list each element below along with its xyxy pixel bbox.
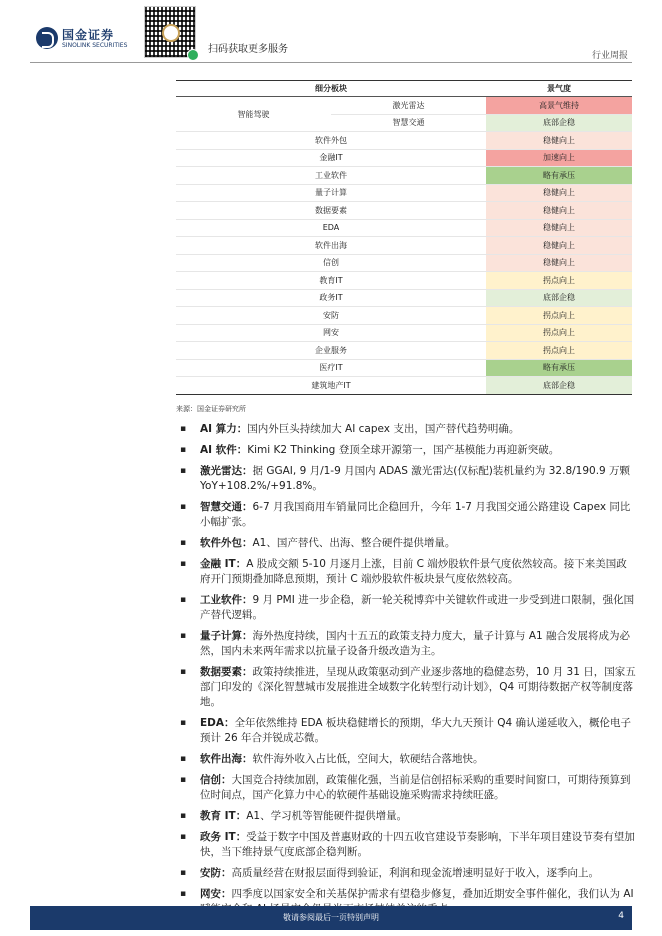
bullet-key: 智慧交通： bbox=[200, 501, 253, 513]
page-number: 4 bbox=[618, 911, 624, 921]
scan-hint: 扫码获取更多服务 bbox=[208, 44, 288, 55]
bullet-key: EDA： bbox=[200, 717, 235, 729]
bullet-item bbox=[176, 500, 636, 530]
sentiment-cell: 拐点向上 bbox=[486, 272, 632, 290]
table-row bbox=[176, 377, 632, 395]
sentiment-cell: 稳健向上 bbox=[486, 254, 632, 272]
table-row bbox=[176, 289, 632, 307]
segment-cell: 数据要素 bbox=[176, 202, 486, 220]
bullet-key: AI 算力： bbox=[200, 423, 248, 435]
header-sentiment: 景气度 bbox=[486, 81, 632, 97]
bullet-text: 受益于数字中国及普惠财政的十四五收官建设节奏影响，下半年项目建设节奏有望加快，当下维持景气度底部企稳判断。 bbox=[200, 831, 635, 858]
bullet-key: 金融 IT： bbox=[200, 558, 247, 570]
disclaimer-note: 敬请参阅最后一页特别声明 bbox=[283, 913, 379, 922]
sentiment-cell: 略有承压 bbox=[486, 167, 632, 185]
bullet-item bbox=[176, 830, 636, 860]
segment-cell: 智能驾驶 bbox=[176, 97, 331, 132]
bullet-key: 量子计算： bbox=[200, 630, 253, 642]
bullet-text: A1、学习机等智能硬件提供增量。 bbox=[246, 810, 408, 822]
page-footer bbox=[30, 906, 632, 930]
table-row bbox=[176, 307, 632, 325]
logo-icon bbox=[36, 27, 58, 49]
table-row bbox=[176, 202, 632, 220]
bullet-key: 教育 IT： bbox=[200, 810, 247, 822]
table-row bbox=[176, 254, 632, 272]
sentiment-cell: 加速向上 bbox=[486, 149, 632, 167]
table-row bbox=[176, 132, 632, 150]
bullet-item bbox=[176, 443, 636, 458]
sentiment-cell: 拐点向上 bbox=[486, 307, 632, 325]
table-row bbox=[176, 184, 632, 202]
bullet-text: 软件海外收入占比低，空间大，软硬结合落地快。 bbox=[252, 753, 484, 765]
bullet-text: 四季度以国家安全和关基保护需求有望稳步修复，叠加近期安全事件催化，我们认为 AI bbox=[231, 888, 634, 900]
table-row bbox=[176, 272, 632, 290]
bullet-text: Kimi K2 Thinking 登顶全球开源第一，国产基模能力再迎新突破。 bbox=[247, 444, 560, 456]
segment-cell: 量子计算 bbox=[176, 184, 486, 202]
segment-cell: 软件外包 bbox=[176, 132, 486, 150]
bullet-item bbox=[176, 716, 636, 746]
sentiment-cell: 略有承压 bbox=[486, 359, 632, 377]
segment-cell: 教育IT bbox=[176, 272, 486, 290]
page-header bbox=[0, 0, 662, 66]
bullet-text: 政策持续推进，呈现从政策驱动到产业逐步落地的稳健态势，10 月 31 日，国家五部门印发的《深化智慧城市发展推进全域数字化转型行动计划》，Q4 可期待数据产权等制度落地。 bbox=[200, 666, 636, 708]
segment-cell: 建筑地产IT bbox=[176, 377, 486, 395]
report-type: 行业周报 bbox=[591, 51, 628, 61]
sentiment-cell: 底部企稳 bbox=[486, 289, 632, 307]
sentiment-cell: 拐点向上 bbox=[486, 324, 632, 342]
bullet-key: 数据要素： bbox=[200, 666, 253, 678]
bullet-key: 软件外包： bbox=[200, 537, 253, 549]
bullet-key: 政务 IT： bbox=[200, 831, 247, 843]
sentiment-cell: 稳健向上 bbox=[486, 219, 632, 237]
sentiment-cell: 底部企稳 bbox=[486, 114, 632, 132]
bullet-key: 工业软件： bbox=[200, 594, 253, 606]
qr-center-logo-icon bbox=[162, 24, 180, 42]
bullet-item bbox=[176, 464, 636, 494]
segment-cell: 金融IT bbox=[176, 149, 486, 167]
logo-name-en: SINOLINK SECURITIES bbox=[62, 42, 128, 49]
header-segment: 细分板块 bbox=[176, 81, 486, 97]
qr-code-icon[interactable] bbox=[144, 6, 196, 58]
bullet-item bbox=[176, 773, 636, 803]
segment-cell: 软件出海 bbox=[176, 237, 486, 255]
table-row bbox=[176, 167, 632, 185]
bullet-text: 全年依然维持 EDA 板块稳健增长的预期，华大九天预计 Q4 确认递延收入，概伦电子预计 26 年合并锐成芯微。 bbox=[200, 717, 632, 744]
sub-segment-cell: 激光雷达 bbox=[331, 97, 486, 115]
bullet-item bbox=[176, 665, 636, 710]
bullet-key: 软件出海： bbox=[200, 753, 253, 765]
segment-cell: 企业服务 bbox=[176, 342, 486, 360]
bullet-item bbox=[176, 593, 636, 623]
bullet-text: 高质量经营在财报层面得到验证，利润和现金流增速明显好于收入，逐季向上。 bbox=[231, 867, 599, 879]
wechat-badge-icon bbox=[187, 49, 199, 61]
bullet-text: 大国竞合持续加剧，政策催化强，当前是信创招标采购的重要时间窗口，可期待预算到位时间点，国产化算力中心的软硬件基础设施采购需求持续旺盛。 bbox=[200, 774, 631, 801]
bullet-text: A1、国产替代、出海、整合硬件提供增量。 bbox=[252, 537, 456, 549]
table-row bbox=[176, 359, 632, 377]
bullet-item bbox=[176, 536, 636, 551]
segment-cell: 安防 bbox=[176, 307, 486, 325]
company-logo bbox=[36, 26, 136, 52]
segment-cell: 信创 bbox=[176, 254, 486, 272]
bullet-text: 6-7 月我国商用车销量同比企稳回升，今年 1-7 月我国交通公路建设 Capex 同比小幅扩张。 bbox=[200, 501, 631, 528]
logo-name-cn: 国金证券 bbox=[62, 28, 115, 42]
sentiment-cell: 稳健向上 bbox=[486, 202, 632, 220]
table-row bbox=[176, 342, 632, 360]
segment-cell: EDA bbox=[176, 219, 486, 237]
bullet-key: 信创： bbox=[200, 774, 232, 786]
bullet-item bbox=[176, 422, 636, 437]
segment-cell: 医疗IT bbox=[176, 359, 486, 377]
header-divider bbox=[30, 62, 632, 63]
sub-segment-cell: 智慧交通 bbox=[331, 114, 486, 132]
bullet-key: 网安： bbox=[200, 888, 232, 900]
bullet-item bbox=[176, 866, 636, 881]
sentiment-cell: 底部企稳 bbox=[486, 377, 632, 395]
sentiment-cell: 拐点向上 bbox=[486, 342, 632, 360]
bullet-key: AI 软件： bbox=[200, 444, 248, 456]
bullet-item bbox=[176, 629, 636, 659]
table-row bbox=[176, 219, 632, 237]
table-source: 来源：国金证券研究所 bbox=[176, 405, 246, 413]
bullet-key: 安防： bbox=[200, 867, 232, 879]
sentiment-cell: 稳健向上 bbox=[486, 132, 632, 150]
segment-cell: 网安 bbox=[176, 324, 486, 342]
summary-bullets bbox=[176, 422, 636, 923]
bullet-item bbox=[176, 752, 636, 767]
bullet-item bbox=[176, 557, 636, 587]
table-row bbox=[176, 149, 632, 167]
table-row bbox=[176, 324, 632, 342]
bullet-text: 海外热度持续，国内十五五的政策支持力度大，量子计算与 A1 融合发展将成为必然，国内未来两年需求以抗量子设备升级改造为主。 bbox=[200, 630, 631, 657]
sentiment-table bbox=[176, 80, 632, 395]
table-row bbox=[176, 97, 632, 115]
bullet-item bbox=[176, 809, 636, 824]
bullet-key: 激光雷达： bbox=[200, 465, 253, 477]
bullet-text: A 股成交额 5-10 月逐月上涨，目前 C 端炒股软件景气度依然较高。接下来美国政府开门预期叠加降息预期，预计 C 端炒股软件板块景气度依然较高。 bbox=[200, 558, 627, 585]
sentiment-cell: 高景气维持 bbox=[486, 97, 632, 115]
bullet-text: 据 GGAI, 9 月/1-9 月国内 ADAS 激光雷达(仅标配)装机量约为 32.8/190.9 万颗 YoY+108.2%/+91.8%。 bbox=[200, 465, 631, 492]
bullet-text: 国内外巨头持续加大 AI capex 支出，国产替代趋势明确。 bbox=[247, 423, 520, 435]
bullet-text: 9 月 PMI 进一步企稳，新一轮关税博弈中关键软件或进一步受到进口限制，强化国产替代逻辑。 bbox=[200, 594, 635, 621]
segment-cell: 政务IT bbox=[176, 289, 486, 307]
table-row bbox=[176, 237, 632, 255]
sentiment-cell: 稳健向上 bbox=[486, 237, 632, 255]
table-header-row bbox=[176, 81, 632, 97]
segment-cell: 工业软件 bbox=[176, 167, 486, 185]
sentiment-cell: 稳健向上 bbox=[486, 184, 632, 202]
